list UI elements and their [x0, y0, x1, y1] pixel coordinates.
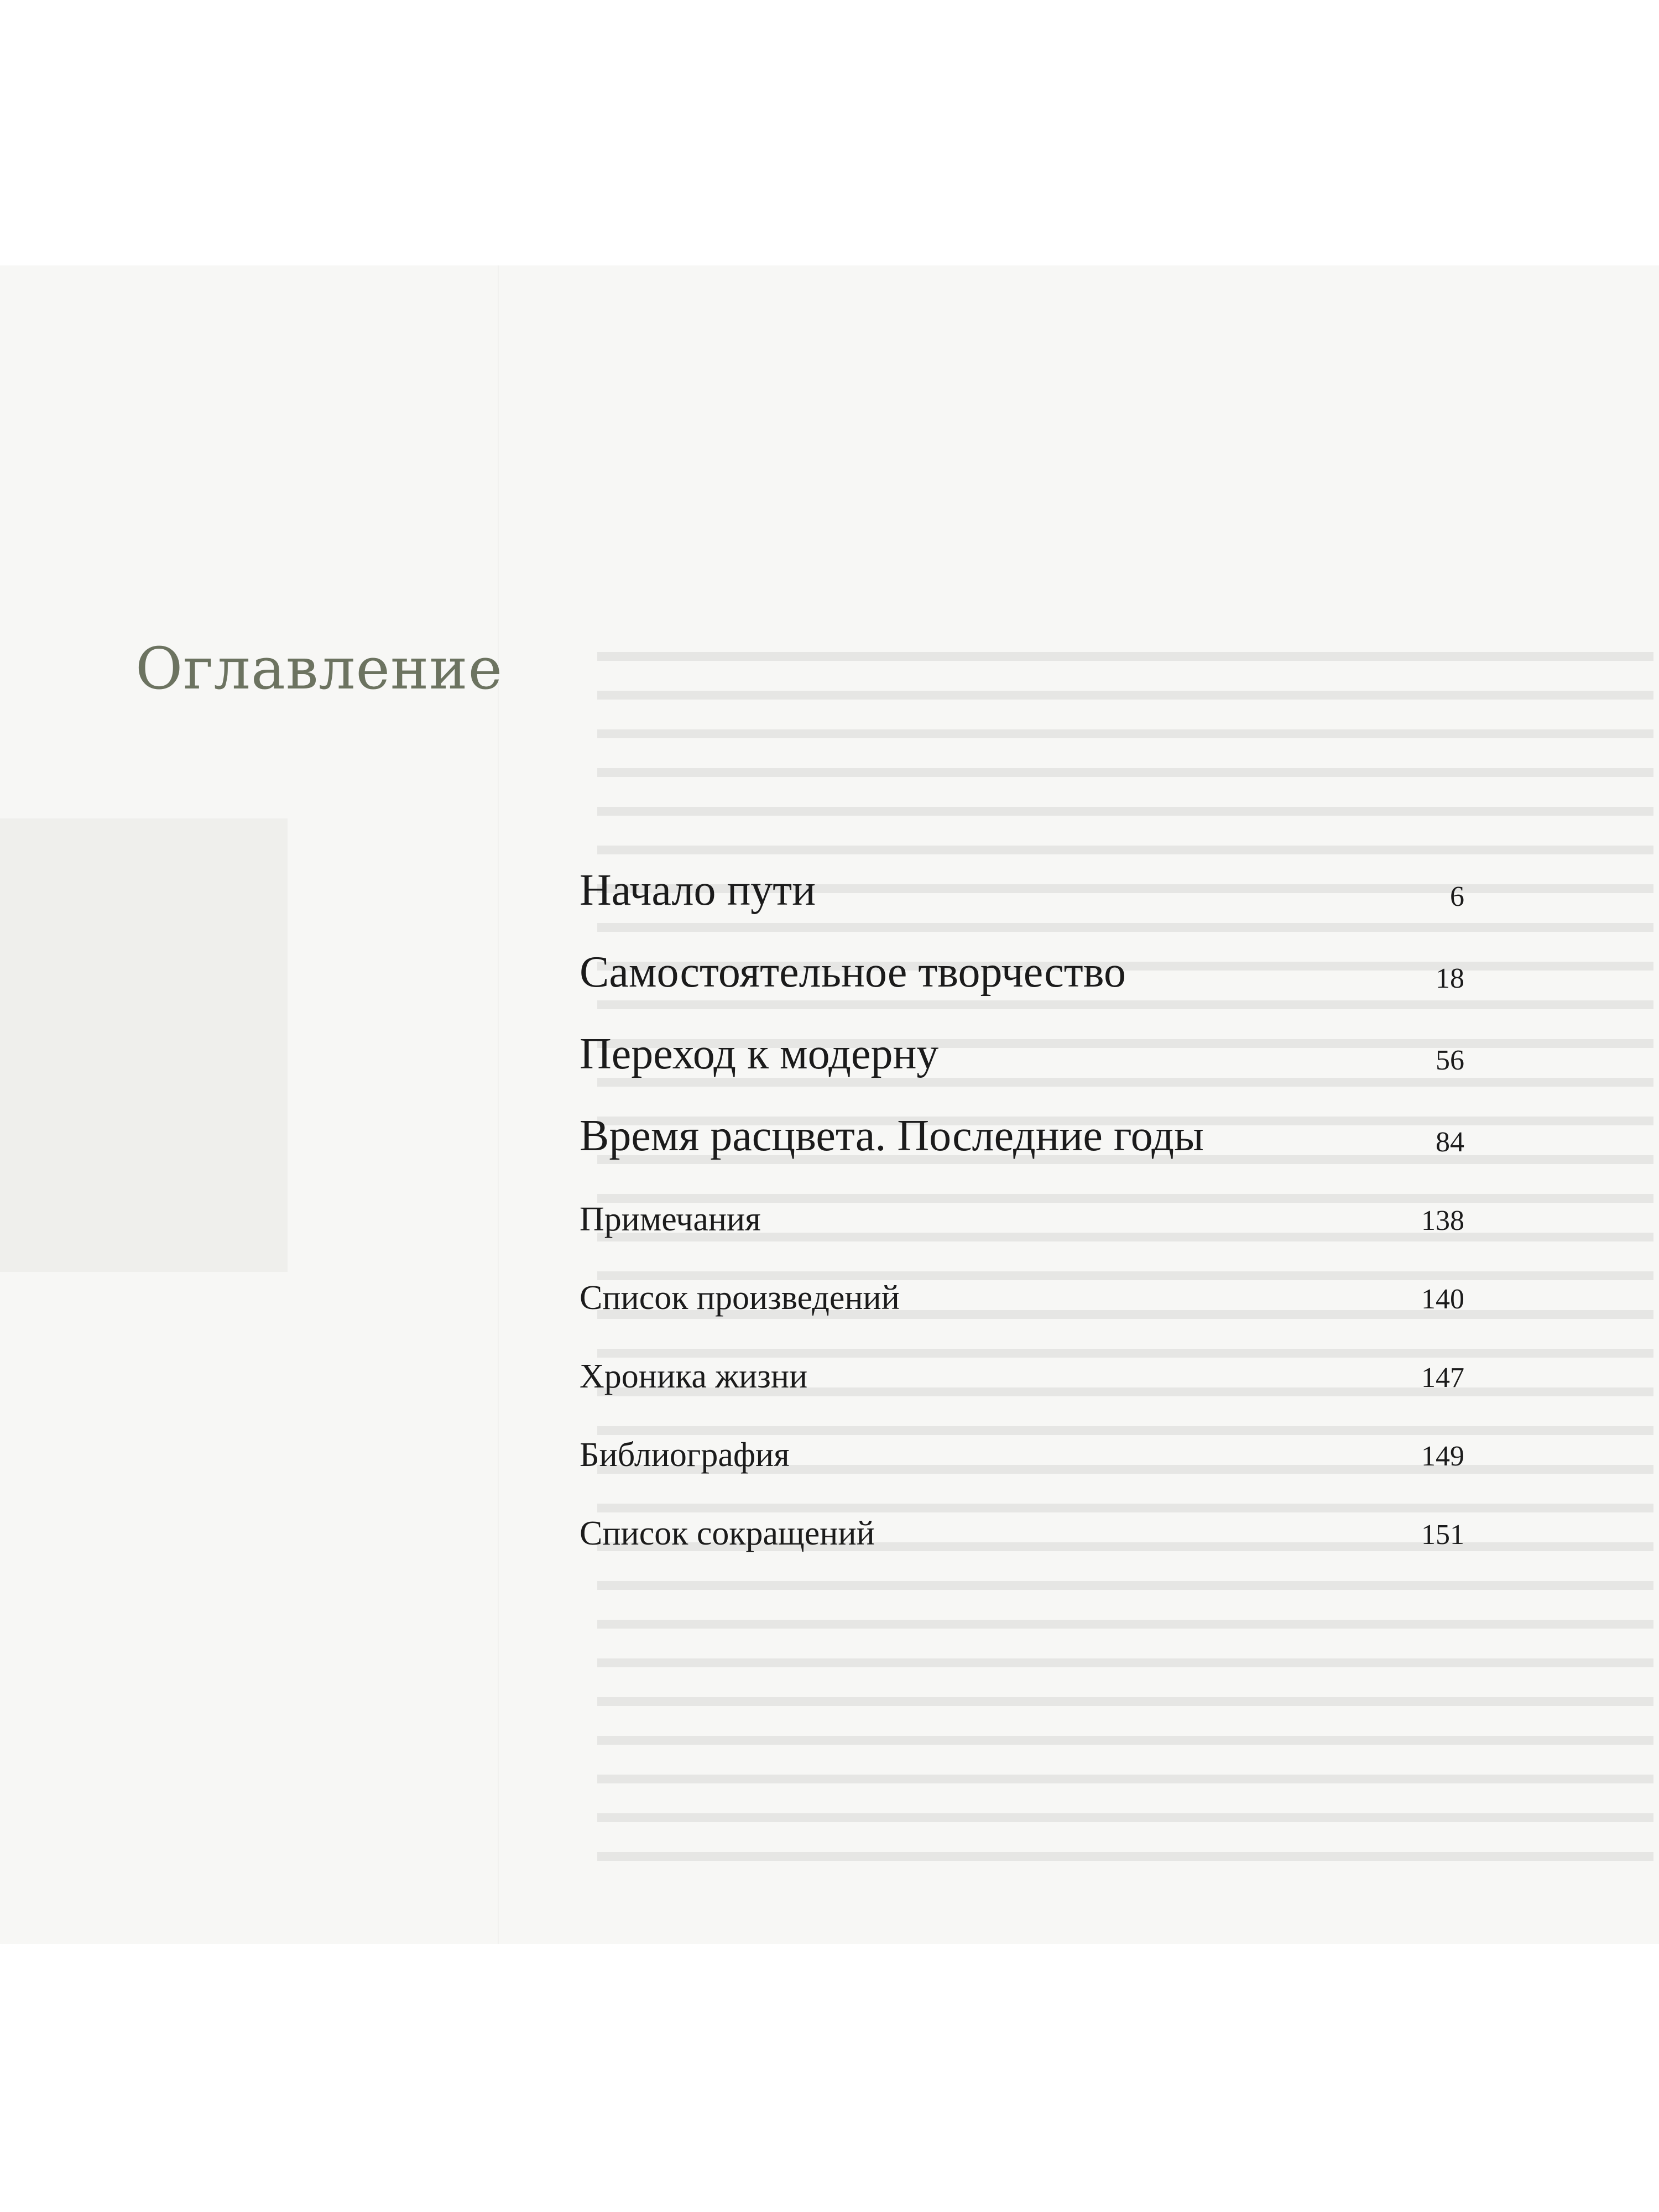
toc-entry-label: Примечания [580, 1201, 761, 1238]
toc-entry [580, 831, 1464, 915]
toc-entry-label: Список сокращений [580, 1515, 875, 1552]
toc-entry-page: 140 [1421, 1284, 1464, 1315]
toc-entry-label: Переход к модерну [580, 1030, 939, 1078]
toc-entry-label: Библиография [580, 1436, 790, 1474]
toc-entry [580, 994, 1464, 1076]
toc-entry-page: 56 [1436, 1045, 1464, 1076]
toc-entry-label: Хроника жизни [580, 1358, 808, 1395]
toc-entry-page: 6 [1450, 881, 1464, 912]
toc-entry-label: Время расцвета. Последние годы [580, 1112, 1204, 1160]
toc-entry [580, 1158, 1464, 1237]
toc-entry-label: Список произведений [580, 1279, 900, 1317]
toc-entry-label: Начало пути [580, 866, 816, 915]
page-fold [498, 265, 499, 1944]
toc-entry [580, 912, 1464, 997]
toc-entry-label: Самостоятельное творчество [580, 948, 1126, 997]
toc-entry-page: 84 [1436, 1126, 1464, 1158]
toc-entry [580, 1394, 1464, 1472]
table-of-contents [580, 831, 1464, 1551]
toc-entry-page: 151 [1421, 1519, 1464, 1551]
toc-entry [580, 1076, 1464, 1158]
toc-entry [580, 1237, 1464, 1315]
toc-entry-page: 138 [1421, 1205, 1464, 1237]
toc-entry [580, 1315, 1464, 1394]
show-through-block [0, 818, 288, 1272]
toc-entry-page: 149 [1421, 1441, 1464, 1472]
book-page [0, 265, 1659, 1944]
page-title: Оглавление [135, 635, 503, 702]
toc-entry-page: 18 [1436, 963, 1464, 994]
toc-entry [580, 1472, 1464, 1551]
toc-entry-page: 147 [1421, 1362, 1464, 1394]
